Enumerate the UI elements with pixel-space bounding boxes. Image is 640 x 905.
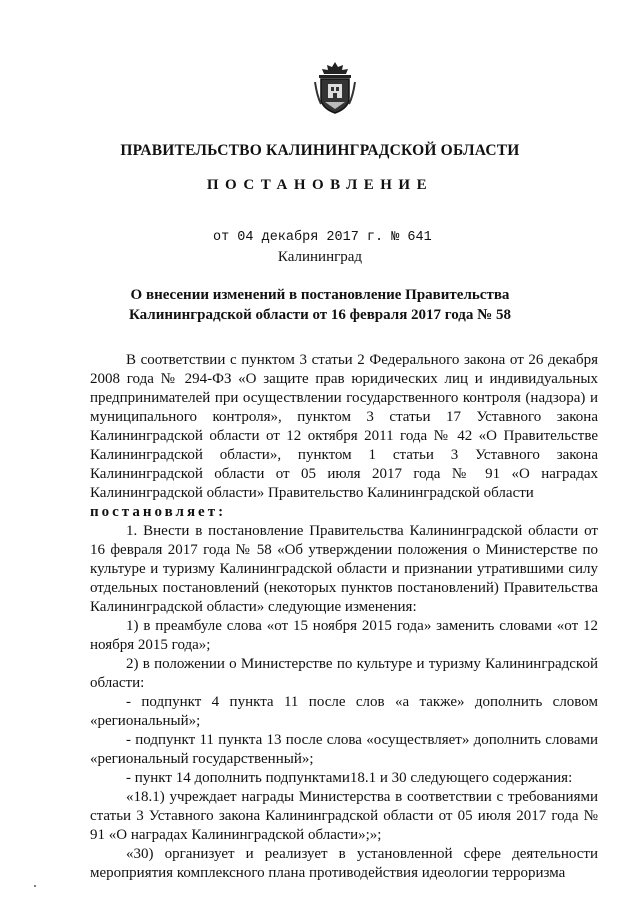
resolves-word: постановляет: bbox=[90, 504, 227, 520]
paragraph-6: - пункт 14 дополнить подпунктами18.1 и 30 следующего содержания: bbox=[126, 770, 573, 786]
paragraph-5: - подпункт 11 пункта 13 после слова «осуществляет» дополнить словами «региональный государственный»; bbox=[90, 732, 598, 767]
paragraph-1: 1. Внести в постановление Правительства Калининградской области от 16 февраля 2017 года № 58 «Об утверждении положения о Министерстве по культуре и туризму Калининградской области и признании утратившими силу отдельных постановлений (некоторых пунктов постановлений) Правительства Калининградской области» следующие изменения: bbox=[90, 523, 598, 615]
document-subject bbox=[0, 285, 640, 325]
paragraph-3: 2) в положении о Министерстве по культуре и туризму Калининградской области: bbox=[90, 656, 598, 691]
document-body bbox=[90, 351, 598, 883]
date-and-number: от 04 декабря 2017 г. № 641 bbox=[213, 230, 432, 245]
subject-line-1: О внесении изменений в постановление Правительства bbox=[130, 287, 510, 303]
paragraph-4: - подпункт 4 пункта 11 после слов «а также» дополнить словом «региональный»; bbox=[90, 694, 598, 729]
preamble-paragraph: В соответствии с пунктом 3 статьи 2 Федерального закона от 26 декабря 2008 года № 294-ФЗ «О защите прав юридических лиц и индивидуальных предпринимателей при осуществлении государственного контроля (надзора) и муниципального контроля», пунктом 3 статьи 17 Уставного закона Калининградской области от 12 октября 2011 года № 42 «О Правительстве Калининградской области», пунктом 1 статьи 3 Уставного закона Калининградской области от 05 июля 2017 года № 91 «О наградах Калининградской области» Правительство Калининградской области bbox=[90, 352, 598, 501]
paragraph-8: «30) организует и реализует в установленной сфере деятельности мероприятия комплексного плана противодействия идеологии терроризма bbox=[90, 846, 598, 881]
city: Калининград bbox=[277, 249, 363, 265]
paragraph-2: 1) в преамбуле слова «от 15 ноября 2015 года» заменить словами «от 12 ноября 2015 года»; bbox=[90, 618, 598, 653]
coat-of-arms-icon bbox=[313, 60, 357, 116]
subject-line-2: Калининградской области от 16 февраля 2017 года № 58 bbox=[129, 307, 511, 323]
paragraph-7: «18.1) учреждает награды Министерства в соответствии с требованиями статьи 3 Уставного закона Калининградской области от 05 июля 2017 года № 91 «О наградах Калининградской области»;»; bbox=[90, 789, 598, 843]
government-title: ПРАВИТЕЛЬСТВО КАЛИНИНГРАДСКОЙ ОБЛАСТИ bbox=[120, 142, 520, 159]
document-type: ПОСТАНОВЛЕНИЕ bbox=[206, 177, 434, 193]
scan-speck bbox=[34, 885, 36, 887]
